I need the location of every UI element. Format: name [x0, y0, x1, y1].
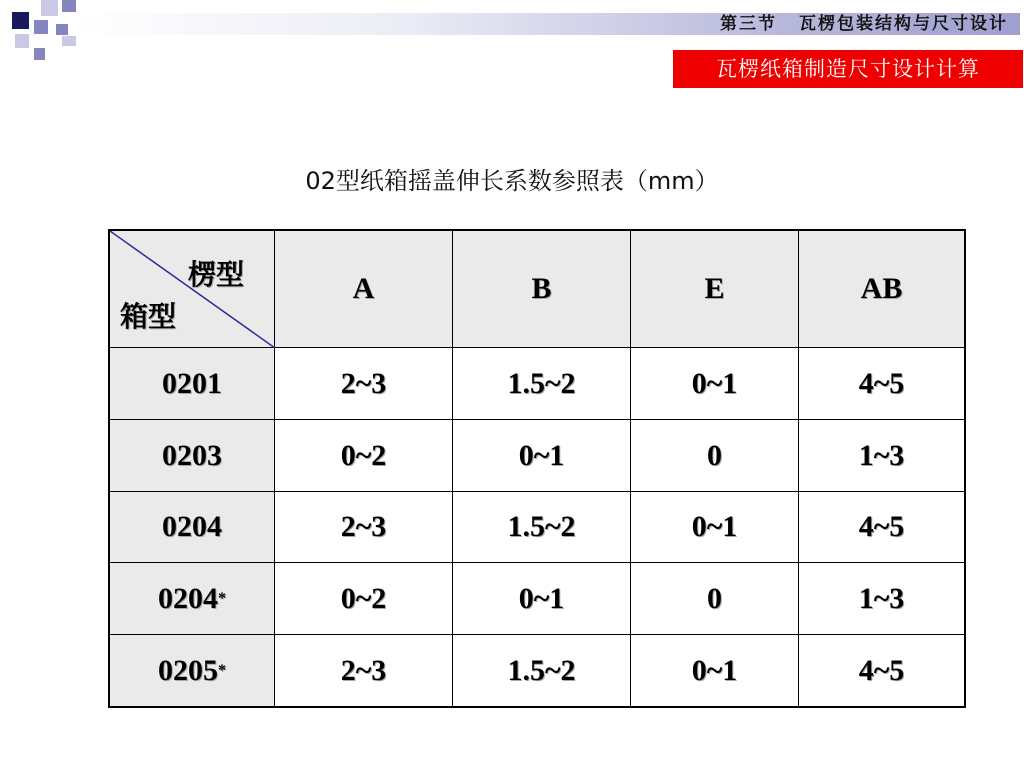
table-cell: 0 — [631, 563, 799, 635]
table-cell: 0~1 — [453, 420, 631, 492]
table-cell: 0 — [631, 420, 799, 492]
table-cell: 0~1 — [631, 348, 799, 420]
column-header: AB — [799, 231, 964, 348]
box-type-label: 0205 — [158, 653, 218, 687]
corner-square-mid — [62, 0, 76, 12]
table-cell: 2~3 — [275, 492, 453, 563]
corner-square-light — [41, 0, 58, 16]
header-band — [75, 13, 1020, 35]
box-type-label: 0201 — [162, 366, 222, 400]
corner-square-mid — [56, 24, 68, 35]
table-cell: 1.5~2 — [453, 348, 631, 420]
header-chapter: 第三节 — [720, 14, 777, 34]
table-cell: 0~1 — [631, 635, 799, 706]
reference-table — [108, 229, 966, 708]
header-topic: 瓦楞包装结构与尺寸设计 — [799, 14, 1008, 34]
table-cell: 1.5~2 — [453, 635, 631, 706]
corner-square-dark — [12, 12, 29, 29]
table-cell: 0~1 — [631, 492, 799, 563]
column-header: E — [631, 231, 799, 348]
section-label: 瓦楞纸箱制造尺寸设计计算 — [673, 50, 1023, 88]
table-cell: 0~2 — [275, 563, 453, 635]
box-type-label: 0204 — [162, 510, 222, 543]
table-cell: 2~3 — [275, 635, 453, 706]
table-cell: 1.5~2 — [453, 492, 631, 563]
table-cell: 4~5 — [858, 653, 905, 687]
corner-square-light — [15, 34, 29, 48]
table-cell: 1~3 — [799, 563, 964, 635]
table-cell: 4~5 — [799, 492, 964, 563]
column-header: B — [453, 231, 631, 348]
corner-square-mid — [34, 48, 45, 60]
table-cell: 1~3 — [799, 420, 964, 492]
column-header: A — [275, 231, 453, 348]
corner-square-mid — [34, 20, 48, 34]
corner-square-light — [62, 36, 76, 46]
table-corner-header — [110, 231, 275, 348]
box-type-label: 0204 — [158, 581, 218, 615]
corner-label-flute: 楞型 — [187, 258, 244, 291]
box-type-label: 0203 — [162, 438, 222, 472]
table-cell: 4~5 — [799, 348, 964, 420]
header-title — [720, 13, 1008, 35]
row-header-box-type: 0205 * — [110, 635, 275, 706]
table-cell: 2~3 — [275, 348, 453, 420]
row-header-box-type — [110, 492, 275, 563]
table-cell: 0~2 — [275, 420, 453, 492]
row-header-box-type — [110, 348, 275, 420]
table-cell: 0~1 — [453, 563, 631, 635]
corner-label-box: 箱型 — [120, 300, 177, 333]
row-header-box-type — [110, 420, 275, 492]
row-header-box-type: 0204 * — [110, 563, 275, 635]
table-title: 02型纸箱摇盖伸长系数参照表（mm） — [305, 167, 719, 195]
